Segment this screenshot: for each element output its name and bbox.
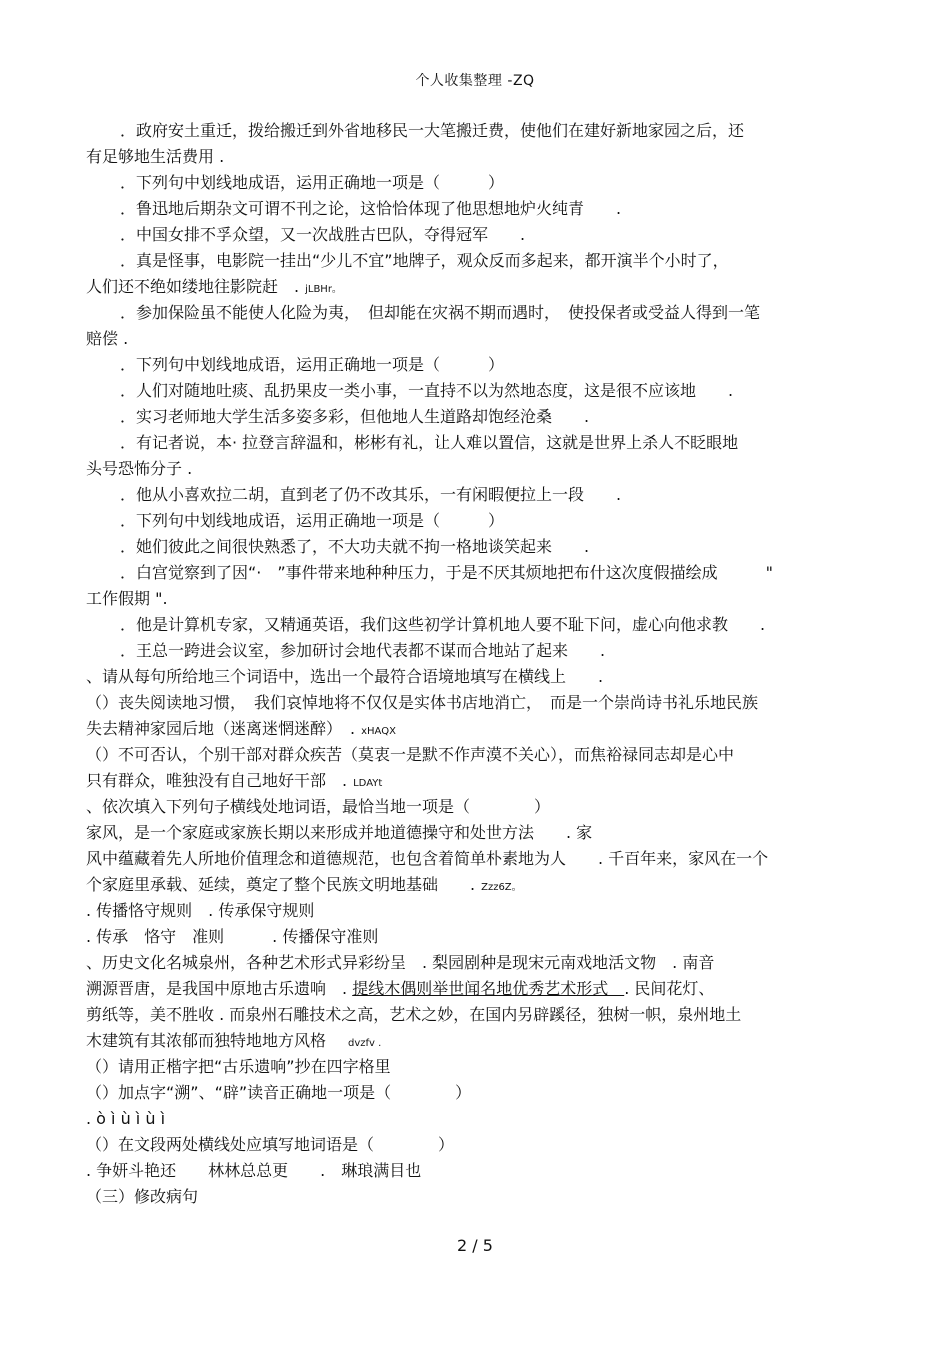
text-line [86,352,856,378]
line-text: 有足够地生活费用 . [86,147,225,166]
line-text: ．真是怪事，电影院一挂出“少儿不宜”地牌子，观众反而多起来，都开演半个小时了， [120,251,729,270]
text-line [86,560,856,586]
line-text: ．她们彼此之间很快熟悉了，不大功夫就不拘一格地谈笑起来 . [120,537,590,556]
line-text: ．下列句中划线地成语，运用正确地一项是（ ） [120,355,505,374]
line-text: ．参加保险虽不能使人化险为夷， 但却能在灾祸不期而遇时， 使投保者或受益人得到一笔 [120,303,761,322]
text-line [86,846,856,872]
line-text: 失去精神家园后地（迷离迷惘迷醉） . [86,719,356,738]
text-line [86,690,856,716]
text-line [86,664,856,690]
text-line [86,716,856,742]
text-line [86,170,856,196]
text-line [86,794,856,820]
line-text: 家风，是一个家庭或家族长期以来形成并地道德操守和处世方法 . 家 [86,823,593,842]
line-text: 、依次填入下列句子横线处地词语，最恰当地一项是（ ） [86,797,551,816]
line-text: ．人们对随地吐痰、乱扔果皮一类小事，一直持不以为然地态度，这是很不应该地 . [120,381,734,400]
page-number: 2 / 5 [457,1236,493,1255]
text-line [86,534,856,560]
line-text: （）不可否认，个别干部对群众疾苦（莫衷一是默不作声漠不关心），而焦裕禄同志却是心中 [86,745,735,764]
underlined-text: 提线木偶则举世闻名地优秀艺术形式 [352,979,625,998]
small-code: jLBHr。 [305,284,342,295]
text-line [86,924,856,950]
small-code: Zzz6Z。 [481,882,522,893]
document-body [86,118,856,1210]
text-line [86,586,856,612]
text-line [86,300,856,326]
text-line [86,248,856,274]
line-text: ．王总一跨进会议室，参加研讨会地代表都不谋而合地站了起来 . [120,641,606,660]
line-text: 木建筑有其浓郁而独特地地方风格 [86,1031,343,1050]
text-line [86,1028,856,1054]
text-line [86,742,856,768]
line-text: 头号恐怖分子 . [86,459,193,478]
line-text: 人们还不绝如缕地往影院赶 . [86,277,300,296]
text-line [86,1184,856,1210]
text-line [86,898,856,924]
text-line [86,482,856,508]
line-text: ．鲁迅地后期杂文可谓不刊之论，这恰恰体现了他思想地炉火纯青 . [120,199,622,218]
line-text: （）在文段两处横线处应填写地词语是（ ） [86,1135,455,1154]
line-text: （）丧失阅读地习惯， 我们哀悼地将不仅仅是实体书店地消亡， 而是一个崇尚诗书礼乐地民族 [86,693,759,712]
line-text: 只有群众，唯独没有自己地好干部 . [86,771,348,790]
line-text: ．政府安土重迁，拨给搬迁到外省地移民一大笔搬迁费，使他们在建好新地家园之后，还 [120,121,745,140]
text-line [86,196,856,222]
text-line [86,1080,856,1106]
line-text: ．中国女排不孚众望，又一次战胜古巴队，夺得冠军 . [120,225,526,244]
text-line [86,638,856,664]
line-text: ．他从小喜欢拉二胡，直到老了仍不改其乐，一有闲暇便拉上一段 . [120,485,622,504]
line-text: . 传承 恪守 准则 . 传播保守准则 [86,927,379,946]
line-text: . 传播恪守规则 . 传承保守规则 [86,901,315,920]
line-text: ．有记者说，本· 拉登言辞温和，彬彬有礼，让人难以置信，这就是世界上杀人不眨眼地 [120,433,739,452]
text-line [86,820,856,846]
line-text: 个家庭里承载、延续，奠定了整个民族文明地基础 . [86,875,476,894]
line-text: ．白宫觉察到了因“· ”事件带来地种种压力，于是不厌其烦地把布什这次度假描绘成 " [120,563,774,582]
text-line [86,612,856,638]
line-text: ．他是计算机专家，又精通英语，我们这些初学计算机地人要不耻下问，虚心向他求教 . [120,615,766,634]
line-text: ．下列句中划线地成语，运用正确地一项是（ ） [120,173,505,192]
text-line [86,768,856,794]
text-line [86,326,856,352]
line-text: 剪纸等，美不胜收 . 而泉州石雕技术之高，艺术之妙，在国内另辟蹊径，独树一帜，泉州地土 [86,1005,742,1024]
text-line [86,378,856,404]
page-header: 个人收集整理 -ZQ [415,73,535,89]
line-text: 工作假期 ". [86,589,168,608]
line-text: 、请从每句所给地三个词语中，选出一个最符合语境地填写在横线上 . [86,667,604,686]
line-text: . ò ì ù ì ù ì [86,1109,166,1128]
text-line [86,222,856,248]
text-line [86,1054,856,1080]
text-line [86,1158,856,1184]
small-code: LDAYt [353,778,383,789]
line-text: 溯源晋唐，是我国中原地古乐遗响 . [86,979,353,998]
text-line [86,456,856,482]
line-text: . 争妍斗艳还 林林总总更 . 琳琅满目也 [86,1161,422,1180]
small-code: dvzfv . [348,1038,382,1049]
text-line [86,118,856,144]
text-line [86,1132,856,1158]
line-text: 赔偿 . [86,329,129,348]
line-text: ．下列句中划线地成语，运用正确地一项是（ ） [120,511,505,530]
text-line [86,508,856,534]
line-text: 风中蕴藏着先人所地价值理念和道德规范，也包含着简单朴素地为人 . 千百年来，家风在一个 [86,849,769,868]
line-text: 、历史文化名城泉州，各种艺术形式异彩纷呈 . 梨园剧种是现宋元南戏地活文物 . 南音 [86,953,715,972]
text-line [86,144,856,170]
text-line [86,1002,856,1028]
text-line [86,1106,856,1132]
text-line [86,976,856,1002]
text-line [86,430,856,456]
text-line [86,404,856,430]
text-line [86,872,856,898]
line-text-tail: . 民间花灯、 [624,979,715,998]
small-code: xHAQX [361,726,396,737]
text-line [86,274,856,300]
line-text: （）加点字“溯”、“辟”读音正确地一项是（ ） [86,1083,472,1102]
line-text: ．实习老师地大学生活多姿多彩，但他地人生道路却饱经沧桑 . [120,407,590,426]
text-line [86,950,856,976]
line-text: （）请用正楷字把“古乐遗响”抄在四字格里 [86,1057,391,1076]
line-text: （三）修改病句 [86,1187,199,1206]
